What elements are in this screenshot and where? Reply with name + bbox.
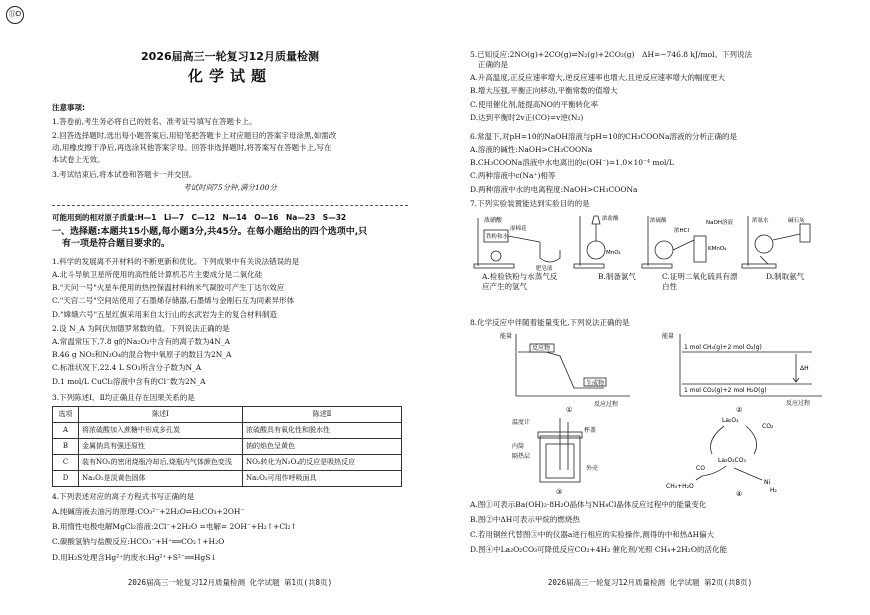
page-footer: 2026届高三一轮复习12月质量检测 化学试题 第1页(共8页) [127, 578, 333, 587]
q5-stem: 5.已知反应:2NO(g)+2CO(g)⇌N₂(g)+2CO₂(g) ΔH=−746.8 kJ/mol。下列说法 [470, 50, 753, 59]
g1-ylabel: 能量 [499, 333, 512, 340]
notice-line: 2.回答选择题时,选出每小题答案后,用铅笔把答题卡上对应题目的答案字母涂黑,如需改 [52, 131, 337, 141]
label-ammonia: 浓氨水 [752, 218, 769, 224]
q8-option-d: D.图④中La₂O₂CO₃可降低反应CO₂+4H₂ 催化剂/光照 CH₄+2H₂O的活化能 [470, 545, 727, 555]
notice-line: 1.答卷前,考生务必将自己的姓名、准考证号填写在答题卡上。 [52, 117, 257, 126]
q6-option-b: B.CH₃COONa溶液中水电离出的c(OH⁻)=1.0×10⁻⁴ mol/L [470, 158, 674, 168]
table-cell: 装有NO₂的密闭烧瓶冷却后,烧瓶内气体颜色变浅 [79, 455, 243, 471]
section-line: 有一项是符合题目要求的。 [62, 239, 171, 250]
q7-option-b: B.制备氯气 [598, 272, 636, 281]
table-row [53, 423, 402, 439]
table-cell: NO₂转化为N₂O₄的反应是吸热反应 [243, 455, 402, 471]
label-cotton: 湿棉花 [510, 226, 527, 232]
g3-label-lid: 杯盖 [584, 427, 597, 434]
flask [587, 241, 605, 259]
g3-label-inner: 内筒 [512, 443, 525, 450]
label-mno2: MnO₂ [606, 250, 621, 256]
page-badge: ⑪D [6, 6, 24, 24]
q2-option-a: A.常温常压下,7.8 g的Na₂O₂中含有的离子数为4N_A [52, 337, 230, 347]
q8-options [470, 500, 830, 556]
label-soap: 肥皂液 [536, 266, 553, 272]
atomic-mass: 可能用到的相对原子质量:H—1 Li—7 C—12 N—14 O—16 Na—23 S—32 [52, 213, 347, 222]
q5-stem-cont: 正确的是 [478, 60, 508, 70]
q7-option-c: C.证明二氧化硫具有漂白性 [662, 272, 738, 291]
q7-stem: 7.下列实验装置能达到实验目的的是 [470, 199, 590, 208]
q4-option-d: D.用H₂S处理含Hg²⁺的废水:Hg²⁺+S²⁻══HgS↓ [52, 552, 217, 562]
calorimeter-diagram [510, 414, 630, 496]
q5-option-c: C.使用催化剂,能提高NO的平衡转化率 [470, 99, 598, 109]
q6-option-c: C.两种溶液中c(Na⁺)相等 [470, 171, 556, 181]
exam-title: 2026届高三一轮复习12月质量检测 [141, 50, 319, 63]
q4-stem: 4.下列表述对应的离子方程式书写正确的是 [52, 492, 195, 501]
table-cell: Na₂O₂可用作呼吸面具 [243, 471, 402, 487]
table-cell: C [53, 455, 79, 471]
label-h2so4: 浓硫酸 [650, 218, 667, 224]
g4-la2o3: La₂O₃ [722, 417, 739, 424]
energy-diagram-1 [498, 330, 638, 412]
divider [52, 205, 408, 206]
q8-option-c: C.若用铜丝代替图③中的仪器a进行相应的实验操作,测得的中和热ΔH偏大 [470, 530, 715, 540]
exam-time: 考试时间75分钟,满分100分 [183, 183, 277, 192]
g3-label-thermometer: 温度计 [512, 419, 531, 426]
table-row [53, 455, 402, 471]
q2-option-c: C.标准状况下,22.4 L SO₃所含分子数为N_A [52, 363, 202, 373]
q7-option-d: D.制取氨气 [766, 272, 805, 281]
q2-option-b: B.46 g NO₂和N₂O₄的混合物中氧原子的数目为2N_A [52, 350, 232, 360]
q5-option-b: B.增大压强,平衡正向移动,平衡常数的值增大 [470, 86, 618, 96]
beaker [540, 242, 560, 262]
label-hcl: 浓盐酸 [602, 216, 619, 222]
q7-apparatus-figure [470, 210, 830, 272]
label-kmno4: KMnO₄ [708, 246, 727, 252]
g2-bottom: 1 mol CO₂(g)+2 mol H₂O(g) [684, 387, 767, 394]
q1-option-b: B."天问一号"火星车使用的热控保温材料纳米气凝胶可产生丁达尔效应 [52, 283, 285, 293]
table-cell: B [53, 439, 79, 455]
q4-option-a: A.纯碱溶液去油污的原理:CO₃²⁻+2H₂O⇌H₂CO₃+2OH⁻ [52, 507, 245, 517]
q5-option-d: D.达到平衡时2v正(CO)=v逆(N₂) [470, 112, 584, 122]
notice-line: 本试卷上无效。 [52, 155, 105, 165]
g2-dh: ΔH [800, 365, 809, 372]
g1-mark: ① [566, 406, 573, 414]
g3-label-shell: 外壳 [586, 465, 599, 472]
g2-xlabel: 反应过程 [786, 400, 811, 407]
label-conc-hcl: 浓HCl [674, 228, 690, 234]
q5-option-a: A.升高温度,正反应速率增大,逆反应速率也增大,且逆反应速率增大的幅度更大 [470, 73, 725, 83]
notice-heading: 注意事项: [52, 103, 85, 112]
question-5 [470, 50, 830, 123]
g4-la2o2co3: La₂O₂CO₃ [718, 457, 746, 464]
table-header: 选项 [53, 407, 79, 423]
label-soda-lime: 碱石灰 [788, 218, 805, 224]
q3-table-wrap [52, 406, 408, 487]
q1-option-c: C."天宫二号"空间站使用了石墨烯存储器,石墨烯与金刚石互为同素异形体 [52, 296, 295, 306]
table-cell: Na₂O₂是淡黄色固体 [79, 471, 243, 487]
q2-option-d: D.1 mol/L CuCl₂溶液中含有的Cl⁻数为2N_A [52, 376, 206, 386]
question-4 [52, 492, 408, 563]
label-iron: 铁粉和水 [486, 234, 509, 240]
catalysis-cycle-diagram [666, 414, 826, 496]
g3-mark: ③ [556, 488, 563, 496]
notice-list [52, 117, 408, 180]
question-2 [52, 324, 408, 387]
table-cell: D [53, 471, 79, 487]
table-header: 陈述Ⅱ [243, 407, 402, 423]
g4-co2: CO₂ [762, 423, 774, 430]
question-1 [52, 257, 408, 320]
g2-mark: ② [736, 406, 743, 414]
right-page [470, 0, 830, 615]
q8-option-a: A.图①可表示Ba(OH)₂·8H₂O晶体与NH₄Cl晶体反应过程中的能量变化 [470, 500, 707, 509]
table-cell: 钠的焰色呈黄色 [243, 439, 402, 455]
q6-option-a: A.溶液的碱性:NaOH>CH₃COONa [470, 145, 593, 155]
q4-option-c: C.碳酸氢钠与盐酸反应:HCO₃⁻+H⁺══CO₂↑+H₂O [52, 537, 225, 547]
g1-xlabel: 反应过程 [594, 401, 619, 408]
table-cell: A [53, 423, 79, 439]
section-line: 一、选择题:本题共15小题,每小题3分,共45分。在每小题给出的四个选项中,只 [52, 227, 368, 237]
left-page [52, 0, 408, 615]
q1-option-a: A.北斗导航卫星所使用的高性能计算机芯片主要成分是二氧化硅 [52, 270, 263, 280]
q3-stem: 3.下列陈述Ⅰ、Ⅱ均正确且存在因果关系的是 [52, 393, 195, 402]
g4-mark: ④ [736, 490, 743, 498]
table-cell: 金属钠具有强还原性 [79, 439, 243, 455]
q1-stem: 1.科学的发展离不开材料的不断更新和优化。下列成果中有关说法错误的是 [52, 257, 300, 266]
section-heading [52, 226, 408, 250]
g4-co: CO [696, 465, 705, 472]
table-cell: 浓硫酸具有氧化性和脱水性 [243, 423, 402, 439]
g2-top: 1 mol CH₄(g)+2 mol O₂(g) [684, 344, 762, 351]
g4-h2: H₂ [770, 487, 777, 494]
g4-ni: Ni [764, 479, 771, 486]
q3-table [52, 406, 402, 487]
page-footer: 2026届高三一轮复习12月质量检测 化学试题 第2页(共8页) [547, 578, 753, 587]
question-6 [470, 132, 830, 195]
table-row [53, 439, 402, 455]
subject-title: 化学试题 [187, 67, 272, 85]
notice-line: 3.考试结束后,将本试卷和答题卡一并交回。 [52, 169, 197, 179]
q6-stem: 6.常温下,对pH=10的NaOH溶液与pH=10的CH₃COONa溶液的分析正确的是 [470, 132, 737, 141]
table-cell: 将浓硫酸加入蔗糖中形成多孔炭 [79, 423, 243, 439]
energy-diagram-2 [661, 330, 826, 414]
g1-product: 生成物 [586, 380, 605, 387]
q6-option-d: D.两种溶液中水的电离程度:NaOH>CH₃COONa [470, 184, 638, 194]
g4-ch4-h2o: CH₄+H₂O [666, 483, 694, 490]
stand-base [474, 264, 514, 268]
label-nitric: 浓硝酸 [484, 217, 503, 224]
q8-stem: 8.化学反应中伴随着能量变化,下列说法正确的是 [470, 318, 630, 327]
notice-line: 动,用橡皮擦干净后,再选涂其他答案字母。回答非选择题时,将答案写在答题卡上,写在 [52, 143, 332, 153]
q1-option-d: D."嫦娥六号"五星红旗采用来自太行山的玄武岩为主的复合材料制造 [52, 309, 278, 319]
q2-stem: 2.设 N_A 为阿伏加德罗常数的值。下列说法正确的是 [52, 324, 230, 333]
q7-option-a: A.检验铁粉与水蒸气反应产生的氢气 [482, 272, 558, 291]
g2-ylabel: 能量 [661, 333, 674, 340]
table-row [53, 471, 402, 487]
g3-label-insulation: 隔热层 [512, 453, 531, 460]
g1-reactant: 反应物 [532, 345, 551, 352]
q8-option-b: B.图②中ΔH可表示甲烷的燃烧热 [470, 515, 580, 525]
q4-option-b: B.用惰性电极电解MgCl₂溶液:2Cl⁻+2H₂O =电解= 2OH⁻+H₂↑+Cl₂↑ [52, 522, 297, 532]
label-naoh: NaOH溶液 [706, 220, 733, 226]
table-header: 陈述Ⅰ [79, 407, 243, 423]
